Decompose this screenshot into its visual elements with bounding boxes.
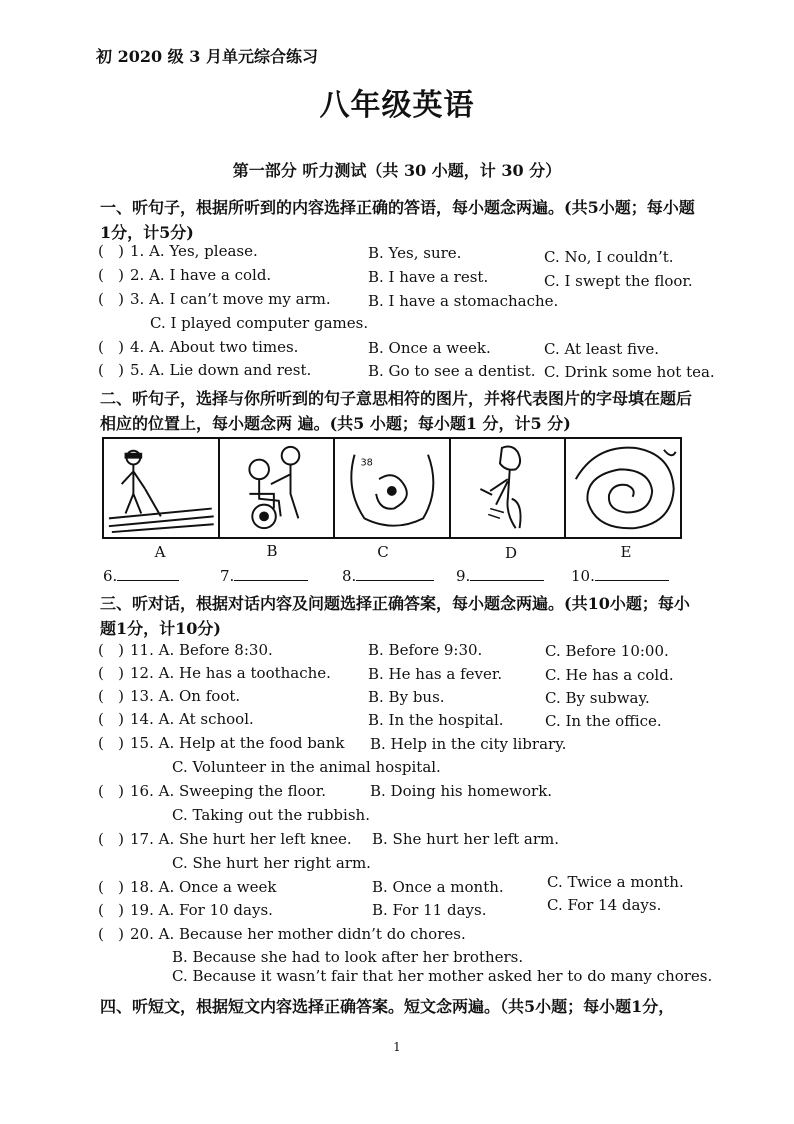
question-3-option-c: C. I played computer games.	[150, 314, 369, 332]
question-4: ( ) 4. A. About two times.	[98, 338, 299, 356]
answer-paren[interactable]: ( )	[98, 687, 125, 705]
page-title: 八年级英语	[319, 88, 475, 123]
picture-e-spiral	[566, 439, 680, 537]
section-2-title: 二、听句子，选择与你所听到的句子意思相符的图片，并将代表图片的字母填在题后相应的位置上，每小题念两 遍。(共5 小题；每小题1 分，计5 分)	[100, 389, 693, 433]
question-16: ( ) 16. A. Sweeping the floor.	[98, 782, 326, 800]
wheelchair-icon	[220, 439, 334, 537]
question-3-option-b: B. I have a stomachache.	[368, 292, 559, 310]
picture-label-b: B	[266, 542, 278, 560]
question-18: ( ) 18. A. Once a week	[98, 878, 277, 896]
question-18-option-b: B. Once a month.	[372, 878, 504, 896]
picture-label-a: A	[154, 543, 166, 561]
section-4-title: 四、听短文，根据短文内容选择正确答案。短文念两遍。（共5小题；每小题1分，	[100, 997, 675, 1016]
answer-paren[interactable]: ( )	[98, 710, 125, 728]
picture-label-d: D	[504, 544, 518, 562]
picture-c-thermometer	[335, 439, 451, 537]
picture-b-wheelchair	[220, 439, 336, 537]
exam-header: 初 2020 级 3 月单元综合练习	[96, 47, 318, 66]
question-14-option-b: B. In the hospital.	[368, 711, 504, 729]
question-5-option-c: C. Drink some hot tea.	[544, 363, 715, 381]
question-17: ( ) 17. A. She hurt her left knee.	[98, 830, 352, 848]
question-4-option-b: B. Once a week.	[368, 339, 491, 357]
question-1-option-b: B. Yes, sure.	[368, 244, 462, 262]
question-12-option-c: C. He has a cold.	[545, 666, 674, 684]
answer-paren[interactable]: ( )	[98, 782, 125, 800]
question-20-option-c: C. Because it wasn’t fair that her mother asked her to do many chores.	[172, 967, 713, 985]
picture-a-blind-person	[104, 439, 220, 537]
question-1-option-c: C. No, I couldn’t.	[544, 248, 674, 266]
picture-strip	[102, 437, 682, 539]
question-11-option-c: C. Before 10:00.	[545, 642, 669, 660]
answer-paren[interactable]: ( )	[98, 878, 125, 896]
picture-label-c: C	[377, 543, 389, 561]
question-13-option-c: C. By subway.	[545, 689, 650, 707]
answer-paren[interactable]: ( )	[98, 641, 125, 659]
question-12: ( ) 12. A. He has a toothache.	[98, 664, 331, 682]
question-14-option-c: C. In the office.	[545, 712, 662, 730]
blank-10[interactable]: 10.	[571, 566, 669, 585]
picture-label-e: E	[620, 543, 632, 561]
answer-paren[interactable]: ( )	[98, 338, 125, 356]
spiral-icon	[566, 439, 680, 537]
blind-person-icon	[104, 439, 218, 537]
question-20: ( ) 20. A. Because her mother didn’t do chores.	[98, 925, 466, 943]
blank-9[interactable]: 9.	[456, 566, 544, 585]
question-15: ( ) 15. A. Help at the food bank	[98, 734, 345, 752]
question-5-option-b: B. Go to see a dentist.	[368, 362, 536, 380]
question-11-option-b: B. Before 9:30.	[368, 641, 483, 659]
question-2-option-b: B. I have a rest.	[368, 268, 489, 286]
answer-paren[interactable]: ( )	[98, 925, 125, 943]
question-3: ( ) 3. A. I can’t move my arm.	[98, 290, 331, 308]
question-17-option-b: B. She hurt her left arm.	[372, 830, 560, 848]
question-13: ( ) 13. A. On foot.	[98, 687, 241, 705]
question-16-option-b: B. Doing his homework.	[370, 782, 553, 800]
answer-paren[interactable]: ( )	[98, 290, 125, 308]
question-14: ( ) 14. A. At school.	[98, 710, 254, 728]
answer-paren[interactable]: ( )	[98, 242, 125, 260]
question-16-option-c: C. Taking out the rubbish.	[172, 806, 370, 824]
question-15-option-c: C. Volunteer in the animal hospital.	[172, 758, 441, 776]
answer-paren[interactable]: ( )	[98, 266, 125, 284]
question-2: ( ) 2. A. I have a cold.	[98, 266, 272, 284]
blank-6[interactable]: 6.	[103, 566, 179, 585]
question-12-option-b: B. He has a fever.	[368, 665, 503, 683]
question-17-option-c: C. She hurt her right arm.	[172, 854, 371, 872]
question-1: ( ) 1. A. Yes, please.	[98, 242, 258, 260]
question-2-option-c: C. I swept the floor.	[544, 272, 693, 290]
answer-paren[interactable]: ( )	[98, 734, 125, 752]
question-4-option-c: C. At least five.	[544, 340, 660, 358]
blank-8[interactable]: 8.	[342, 566, 434, 585]
blank-7[interactable]: 7.	[220, 566, 308, 585]
question-15-option-b: B. Help in the city library.	[370, 735, 567, 753]
question-13-option-b: B. By bus.	[368, 688, 445, 706]
answer-paren[interactable]: ( )	[98, 361, 125, 379]
answer-paren[interactable]: ( )	[98, 830, 125, 848]
picture-d-stomachache	[451, 439, 567, 537]
fever-icon	[335, 439, 449, 537]
question-19: ( ) 19. A. For 10 days.	[98, 901, 273, 919]
answer-paren[interactable]: ( )	[98, 901, 125, 919]
stomachache-icon	[451, 439, 565, 537]
question-19-option-c: C. For 14 days.	[547, 896, 662, 914]
question-18-option-c: C. Twice a month.	[547, 873, 684, 891]
section-3-title: 三、听对话，根据对话内容及问题选择正确答案，每小题念两遍。(共10小题；每小题1分，计10分)	[100, 594, 690, 638]
part-one-heading: 第一部分 听力测试（共 30 小题，计 30 分）	[232, 161, 562, 180]
section-1-title: 一、听句子，根据所听到的内容选择正确的答语，每小题念两遍。(共5小题；每小题1分，计5分)	[100, 198, 695, 242]
answer-paren[interactable]: ( )	[98, 664, 125, 682]
thermometer-number: 38	[360, 457, 374, 469]
question-19-option-b: B. For 11 days.	[372, 901, 487, 919]
question-20-option-b: B. Because she had to look after her brothers.	[172, 948, 524, 966]
question-5: ( ) 5. A. Lie down and rest.	[98, 361, 312, 379]
page-number: 1	[393, 1040, 401, 1054]
question-11: ( ) 11. A. Before 8:30.	[98, 641, 273, 659]
